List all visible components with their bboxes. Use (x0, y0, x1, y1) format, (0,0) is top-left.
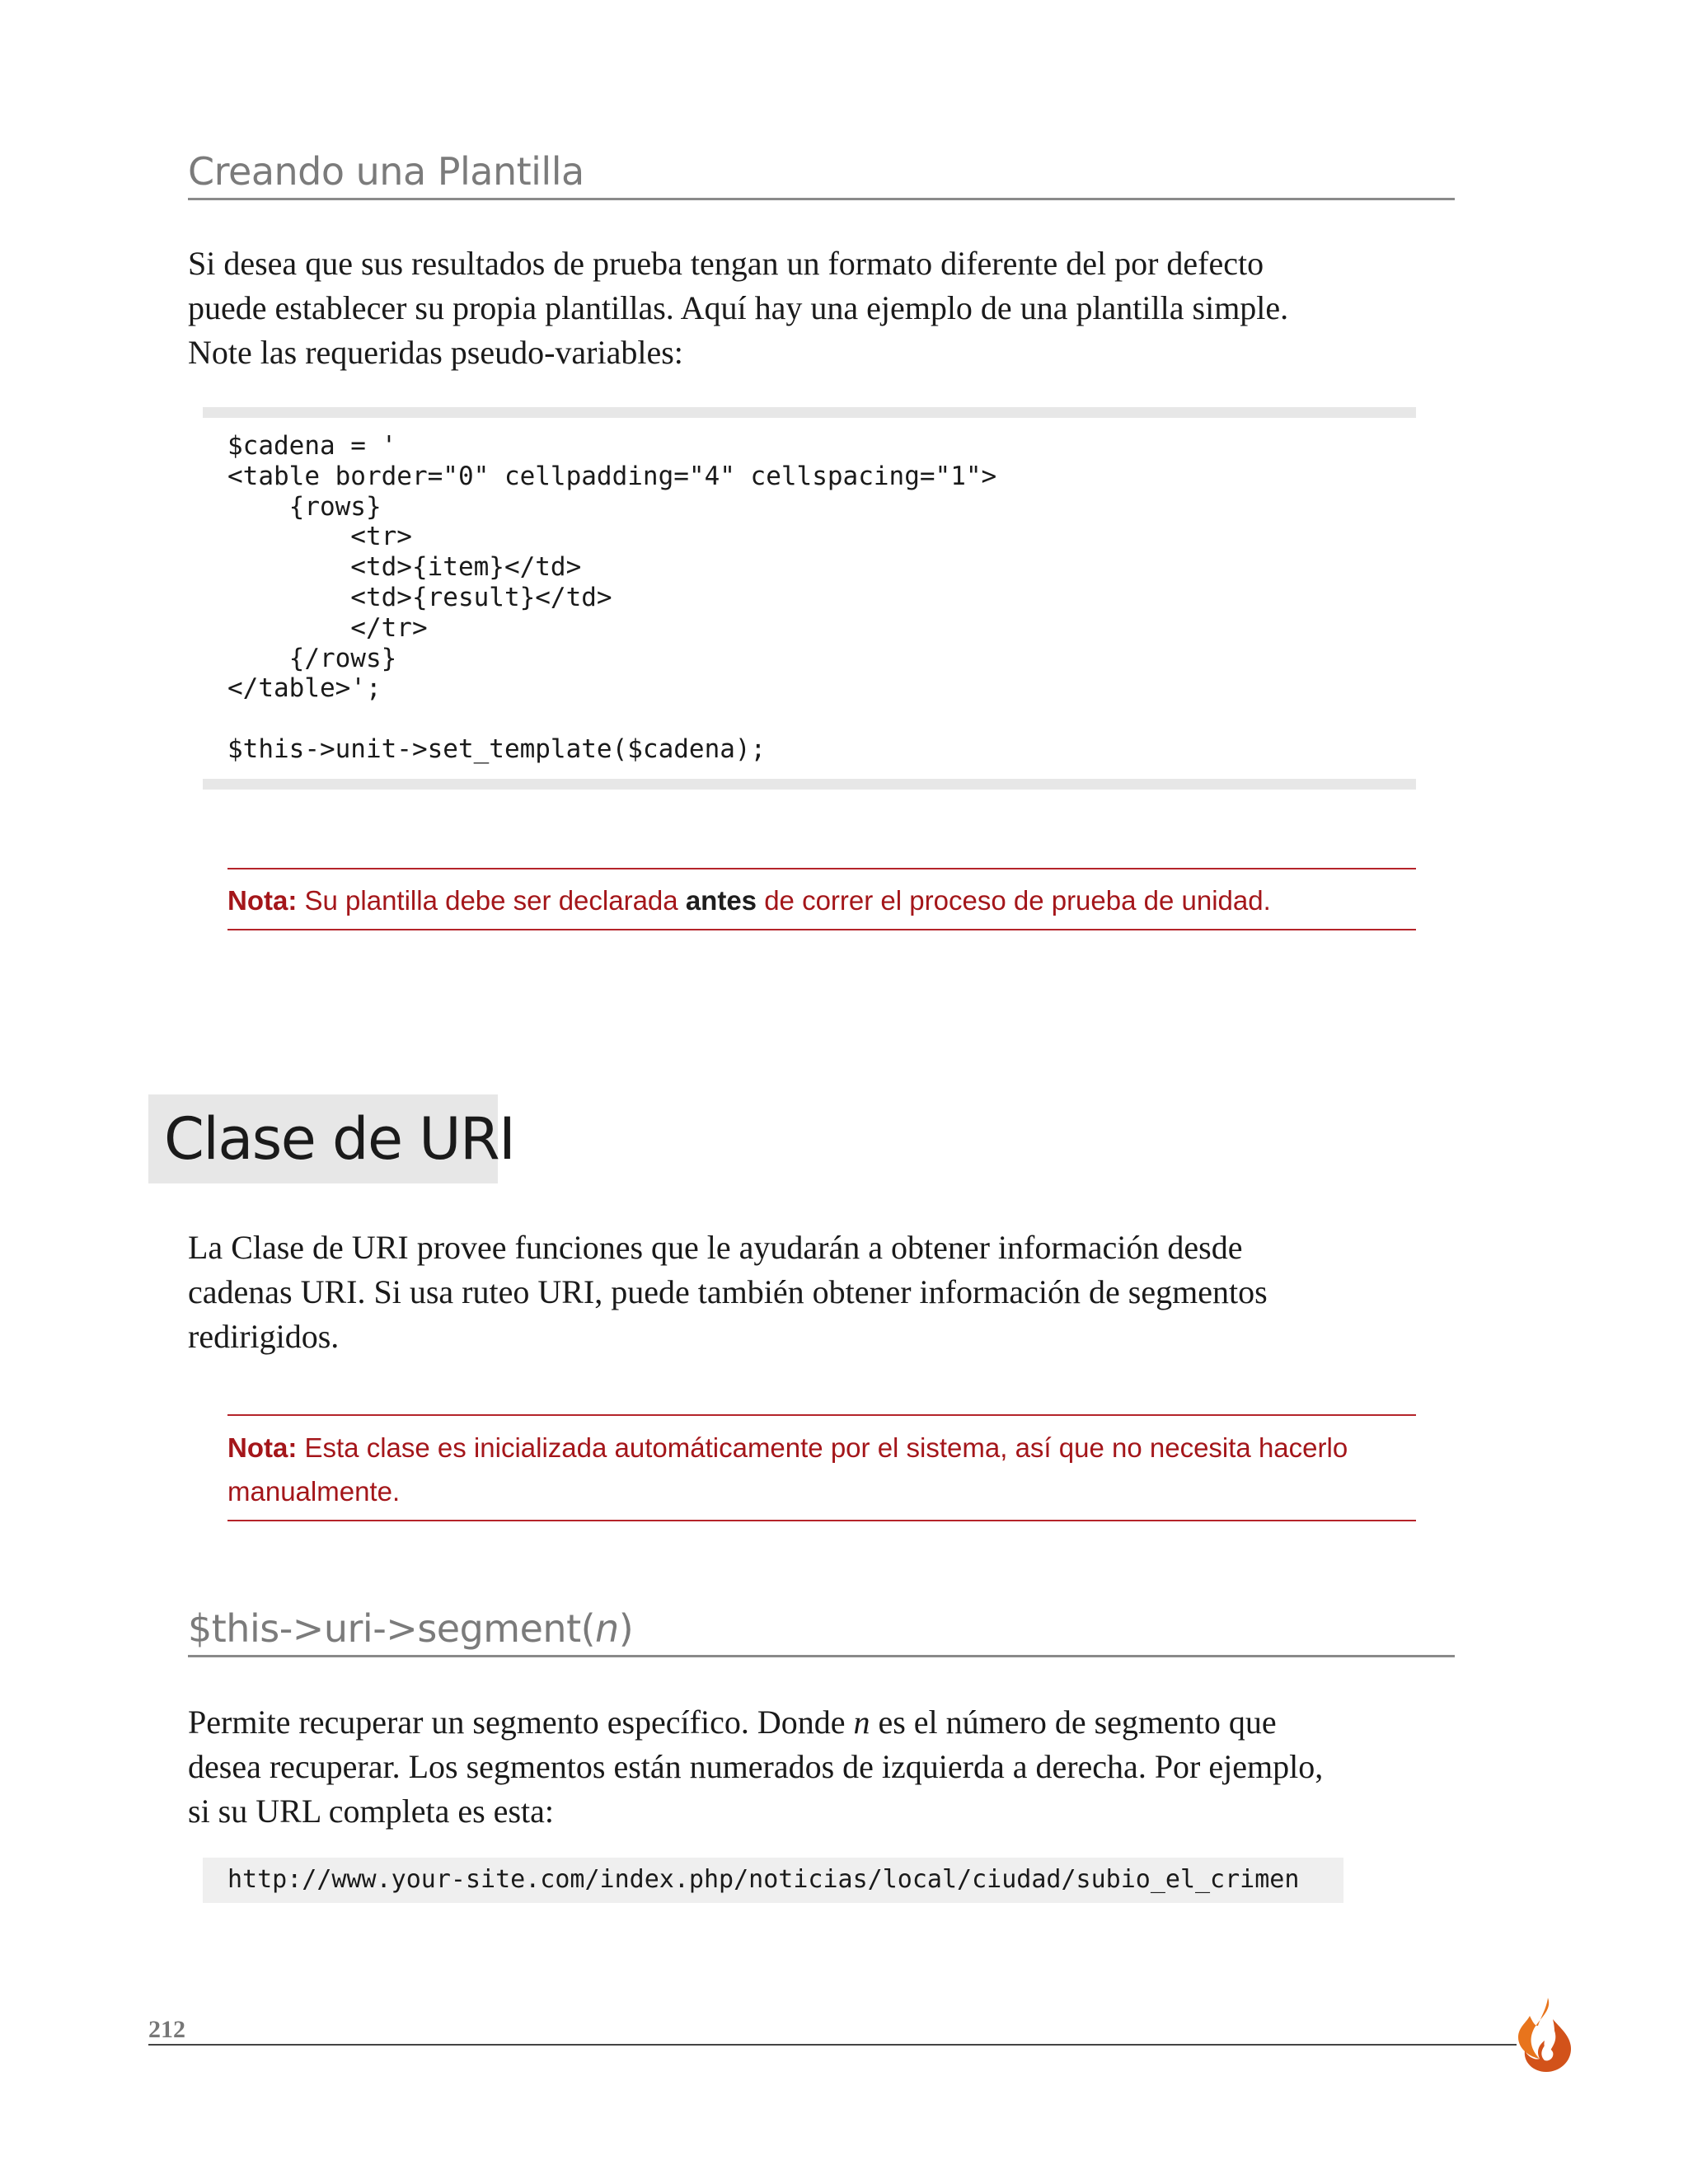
paragraph-line: Si desea que sus resultados de prueba tengan un formato diferente del por defecto (188, 245, 1264, 282)
note-uri-class (227, 1414, 1416, 1521)
code-url-box (203, 1858, 1343, 1903)
section-heading-plantilla: Creando una Plantilla (188, 148, 1455, 200)
section-heading-segment (188, 1605, 1455, 1657)
paragraph-line (188, 1700, 1474, 1745)
paragraph-segment (188, 1700, 1474, 1834)
paragraph-line: La Clase de URI provee funciones que le ayudarán a obtener información desde (188, 1229, 1243, 1266)
footer-divider (148, 2044, 1517, 2046)
code-url: http://www.your-site.com/index.php/noticias/local/ciudad/subio_el_crimen (227, 1865, 1300, 1894)
note-text: de correr el proceso de prueba de unidad. (757, 885, 1271, 916)
paragraph-line: puede establecer su propia plantillas. Aquí hay una ejemplo de una plantilla simple. (188, 289, 1289, 326)
chapter-title: Clase de URI (164, 1105, 515, 1173)
heading-text: ) (618, 1606, 634, 1651)
paragraph-param: n (853, 1704, 870, 1741)
paragraph-line: redirigidos. (188, 1318, 340, 1355)
flame-logo-icon (1505, 1994, 1587, 2077)
note-text: Su plantilla debe ser declarada (297, 885, 686, 916)
code-block-template (203, 407, 1416, 790)
note-template (227, 868, 1416, 930)
paragraph-line: cadenas URI. Si usa ruteo URI, puede también obtener información de segmentos (188, 1273, 1268, 1310)
paragraph-text: Permite recuperar un segmento específico. Donde (188, 1704, 854, 1741)
heading-param: n (595, 1606, 619, 1651)
paragraph-line: si su URL completa es esta: (188, 1793, 554, 1830)
code-text: $cadena = ' <table border="0" cellpadding="4" cellspacing="1"> {rows} <tr> <td>{item}</td> <td>{result}</td> </tr> {/rows} </table>'; $this->unit->set_template($cadena); (227, 431, 997, 764)
note-line: manualmente. (227, 1476, 401, 1507)
paragraph-uri-class (188, 1226, 1474, 1359)
paragraph-line: Note las requeridas pseudo-variables: (188, 334, 683, 371)
note-line (227, 1426, 1416, 1469)
heading-text: $this->uri->segment( (188, 1606, 596, 1651)
note-text: Esta clase es inicializada automáticamente por el sistema, así que no necesita hacerlo (297, 1432, 1348, 1463)
paragraph-plantilla (188, 241, 1474, 375)
note-label: Nota: (227, 1432, 298, 1463)
note-emphasis: antes (685, 885, 757, 916)
paragraph-text: es el número de segmento que (870, 1704, 1277, 1741)
note-label: Nota: (227, 885, 298, 916)
page-number: 212 (148, 2016, 185, 2043)
paragraph-line: desea recuperar. Los segmentos están numerados de izquierda a derecha. Por ejemplo, (188, 1748, 1324, 1785)
flame-logo-icon (1505, 1994, 1587, 2077)
